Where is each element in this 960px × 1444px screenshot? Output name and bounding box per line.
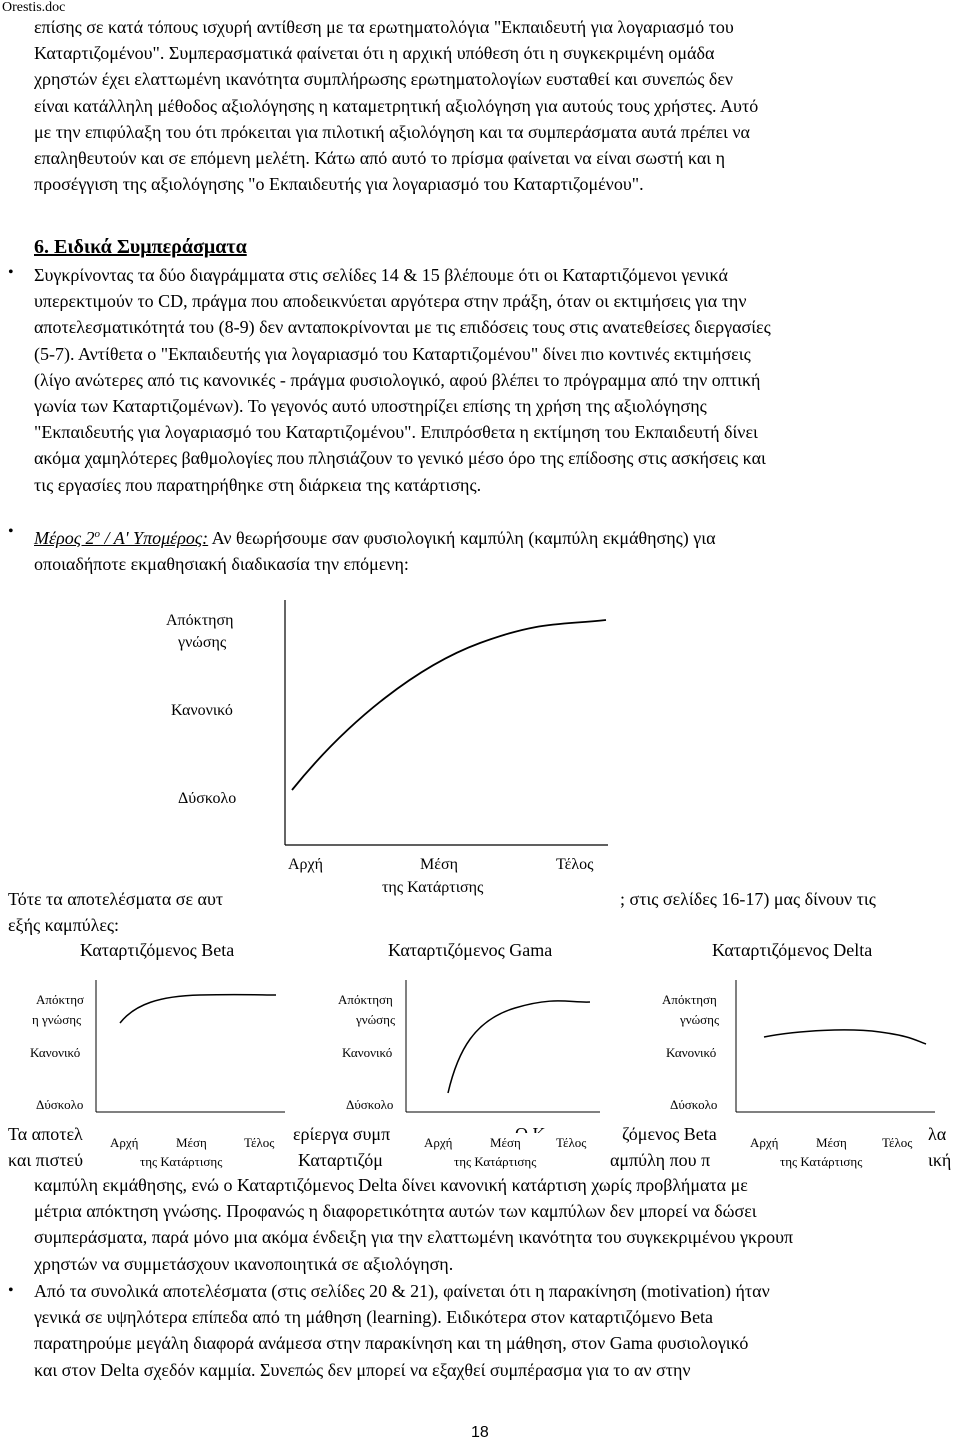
text-line: χρηστών να συμμετάσχουν ικανοποιητικά σε αξιολόγηση. xyxy=(34,1253,454,1274)
main-chart-xlabel: Αρχή xyxy=(288,856,324,873)
text-line: γενικά σε υψηλότερα επίπεδα από τη μάθηση (learning). Ειδικότερα στον καταρτιζόμενο Beta xyxy=(34,1307,714,1328)
beta-ylabel: Απόκτησ xyxy=(36,992,85,1007)
gama-curve xyxy=(448,1001,590,1093)
text-line: Αν θεωρήσουμε σαν φυσιολογική καμπύλη (καμπύλη εκμάθησης) για xyxy=(208,528,716,548)
text-line: Από τα συνολικά αποτελέσματα (στις σελίδες 20 & 21), φαίνεται ότι η παρακίνηση (motivation) ήταν xyxy=(34,1281,770,1301)
text-line: τις εργασίες που παρατηρήθηκε στη διάρκεια της κατάρτισης. xyxy=(34,474,482,495)
bullet3-paragraph xyxy=(34,1278,934,1383)
bullet-icon: • xyxy=(8,1282,14,1299)
bullet-icon: • xyxy=(8,264,14,281)
text-line: γωνία των Καταρτιζομένων). Το γεγονός αυτό υποστηρίζει επίσης τη χρήση της αξιολόγησης xyxy=(34,396,707,417)
delta-ylabel: γνώσης xyxy=(680,1012,720,1027)
text-line: υπερεκτιμούν το CD, πράγμα που αποδεικνύεται αργότερα στην πράξη, όταν οι εκτιμήσεις για την xyxy=(34,291,747,312)
beta-ylabel: η γνώσης xyxy=(32,1012,82,1027)
beta-ylabel: Κανονικό xyxy=(30,1045,81,1060)
overlap-text: ζόμενος Beta xyxy=(622,1124,717,1144)
bullet-icon: • xyxy=(8,523,14,540)
gama-ylabel: γνώσης xyxy=(356,1012,396,1027)
section-number: 6. xyxy=(34,236,49,258)
text-line: αποτελεσματικότητά του (8-9) δεν ανταποκρίνονται με τις επιδόσεις τους στις ανατεθείσες διεργασίες xyxy=(34,317,771,338)
chart-title-beta: Καταρτιζόμενος Beta xyxy=(80,940,235,960)
text-line: παρατηρούμε μεγάλη διαφορά ανάμεσα στην παρακίνηση και τη μάθηση, στον Gama φυσιολογικό xyxy=(34,1333,749,1354)
results-line-right: ; στις σελίδες 16-17) μας δίνουν τις xyxy=(620,889,876,909)
delta-x-labels: Αρχή Μέση Τέλος της Κατάρτισης xyxy=(740,1133,926,1173)
overlap-text: λα xyxy=(928,1124,947,1144)
delta-curve xyxy=(764,1030,926,1044)
overlap-text: ική xyxy=(928,1150,952,1170)
page-number: 18 xyxy=(471,1424,489,1441)
text-line: ακόμα χαμηλότερες βαθμολογίες που πλησιάζουν το γενικό μέσο όρο της επίδοσης στις ασκήσεις και xyxy=(34,448,766,469)
gama-x-labels: Αρχή Μέση Τέλος της Κατάρτισης xyxy=(414,1133,604,1173)
text-line: καμπύλη εκμάθησης, ενώ ο Καταρτιζόμενος Delta δίνει κανονική κατάρτιση χωρίς προβλήματα με xyxy=(34,1175,748,1195)
section-title: Ειδικά Συμπεράσματα xyxy=(54,236,247,258)
gama-ylabel: Απόκτηση xyxy=(338,992,393,1007)
delta-ylabel: Απόκτηση xyxy=(662,992,717,1007)
text-line: με την επιφύλαξη του ότι πρόκειται για πιλοτική αξιολόγηση και τα συμπεράσματα αυτά πρέπει να xyxy=(34,121,750,142)
text-line: επίσης σε κατά τόπους ισχυρή αντίθεση με τα ερωτηματολόγια "Εκπαιδευτή για λογαριασμό του xyxy=(34,17,734,37)
delta-ylabel: Κανονικό xyxy=(666,1045,717,1060)
overlap-text: Καταρτιζόμ xyxy=(298,1150,383,1170)
overlap-text: αμπύλη που π xyxy=(610,1150,711,1170)
text-line: προσέγγιση της αξιολόγησης "ο Εκπαιδευτής για λογαριασμό του Καταρτιζομένου". xyxy=(34,174,644,195)
text-line: επαληθευτούν και σε επόμενη μελέτη. Κάτω από αυτό το πρίσμα φαίνεται να είναι σωστή και η xyxy=(34,148,726,169)
overlap-text: Τα αποτελ xyxy=(8,1124,83,1144)
overlap-text: ερίεργα συμπ xyxy=(293,1124,391,1144)
text-line: (5-7). Αντίθετα ο "Εκπαιδευτής για λογαριασμό του Καταρτιζομένου" δίνει πιο κοντινές εκτιμήσεις xyxy=(34,343,751,364)
overlap-text: και πιστεύ xyxy=(8,1150,84,1170)
main-chart-ylabel: Δύσκολο xyxy=(178,790,237,807)
text-line: (λίγο ανώτερες από τις κανονικές - πράγμα φυσιολογικό, αφού βλέπει το πρόγραμμα από την οπτική xyxy=(34,369,761,390)
gama-ylabel: Δύσκολο xyxy=(346,1097,394,1112)
main-chart-ylabel: γνώσης xyxy=(178,634,227,651)
text-line: "Εκπαιδευτής για λογαριασμό του Καταρτιζομένου". Επιπρόσθετα η εκτίμηση του Εκπαιδευτή δίνει xyxy=(34,422,758,443)
chart-title-delta: Καταρτιζόμενος Delta xyxy=(712,940,873,960)
text-line: είναι κατάλληλη μέθοδος αξιολόγησης η καταμετρητική αξιολόγηση για αυτούς τους χρήστες. Αυτό xyxy=(34,95,759,116)
text-line: Καταρτιζομένου". Συμπερασματικά φαίνεται ότι η αρχική υπόθεση ότι η συγκεκριμένη ομάδα xyxy=(34,43,715,64)
text-line: οποιαδήποτε εκμαθησιακή διαδικασία την επόμενη: xyxy=(34,554,409,575)
beta-curve xyxy=(120,995,276,1023)
text-line: χρηστών έχει ελαττωμένη ικανότητα συμπλήρωσης ερωτηματολογίων ευσταθεί και συνεπώς δεν xyxy=(34,69,734,90)
text-line: συμπεράσματα, παρά μόνο μια ακόμα ένδειξη για την ελαττωμένη ικανότητα του συγκεκριμένου γκρουπ xyxy=(34,1227,794,1248)
results-line2: εξής καμπύλες: xyxy=(8,915,120,935)
beta-ylabel: Δύσκολο xyxy=(36,1097,84,1112)
chart-title-gama: Καταρτιζόμενος Gama xyxy=(388,940,553,960)
part-label: Μέρος $2^o$ / Α' Υπομέρος: xyxy=(34,528,209,548)
main-chart-ylabel: Κανονικό xyxy=(171,702,233,719)
main-chart-xlabel: Μέση xyxy=(420,856,458,873)
text-line: μέτρια απόκτηση γνώσης. Προφανώς η διαφορετικότητα αυτών των καμπύλων δεν μπορεί να δώσει xyxy=(34,1201,757,1222)
gama-ylabel: Κανονικό xyxy=(342,1045,393,1060)
main-chart-ylabel: Απόκτηση xyxy=(166,612,234,629)
after-charts-paragraph xyxy=(34,1172,934,1277)
main-chart-xlabel: Τέλος xyxy=(556,856,594,873)
results-line-left: Τότε τα αποτελέσματα σε αυτ xyxy=(8,889,224,909)
text-line: Συγκρίνοντας τα δύο διαγράμματα στις σελίδες 14 & 15 βλέπουμε ότι οι Καταρτιζόμενοι γενικά xyxy=(34,265,728,285)
delta-ylabel: Δύσκολο xyxy=(670,1097,718,1112)
text-line: και στον Delta σχεδόν καμμία. Συνεπώς δεν μπορεί να εξαχθεί συμπέρασμα για το αν στην xyxy=(34,1359,691,1380)
document-filename: Orestis.doc xyxy=(2,0,66,15)
beta-x-labels: Αρχή Μέση Τέλος της Κατάρτισης xyxy=(100,1133,285,1173)
main-chart-xsublabel: της Κατάρτισης xyxy=(382,879,484,896)
